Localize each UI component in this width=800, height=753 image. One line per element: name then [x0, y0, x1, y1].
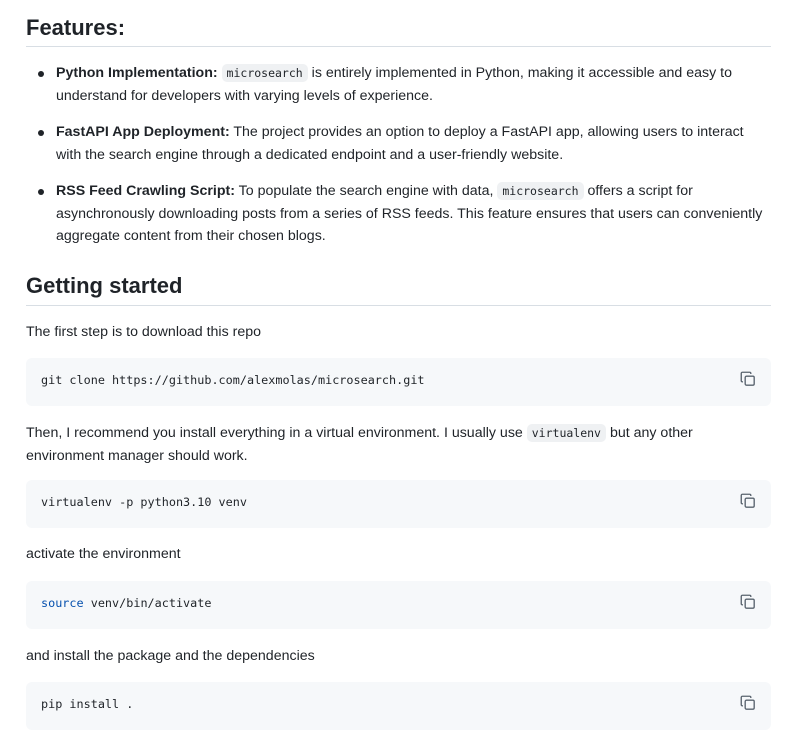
features-heading: Features:: [26, 13, 771, 47]
paragraph-text: but any other environment manager should work.: [26, 425, 693, 464]
install-paragraph: and install the package and the dependencies: [26, 648, 315, 664]
code-rest: venv/bin/activate: [83, 596, 212, 610]
code-block-activate: [26, 581, 771, 629]
features-list: [26, 62, 771, 262]
code-text: pip install .: [41, 697, 134, 711]
code-text: [41, 596, 211, 610]
paragraph-text: Then, I recommend you install everything in a virtual environment. I usually use: [26, 425, 527, 441]
copy-icon[interactable]: [739, 694, 757, 712]
feature-title: FastAPI App Deployment:: [56, 124, 230, 140]
code-keyword: source: [41, 596, 84, 610]
feature-title: Python Implementation:: [56, 65, 218, 81]
code-block-git-clone: [26, 358, 771, 406]
feature-text: To populate the search engine with data,: [234, 183, 498, 199]
copy-icon[interactable]: [739, 492, 757, 510]
copy-icon[interactable]: [739, 370, 757, 388]
getting-started-heading: Getting started: [26, 271, 771, 306]
code-text: virtualenv -p python3.10 venv: [41, 495, 247, 509]
feature-rss-crawling: [26, 180, 771, 248]
feature-text: offers a script for asynchronously downloading posts from a series of RSS feeds. This feature ensures that users can conveniently aggregate content from their chosen blogs.: [56, 183, 763, 244]
feature-python-implementation: [26, 62, 771, 107]
code-block-virtualenv: [26, 480, 771, 528]
copy-icon[interactable]: [739, 593, 757, 611]
activate-paragraph: activate the environment: [26, 546, 181, 562]
feature-text: The project provides an option to deploy a FastAPI app, allowing users to interact with the search engine through a dedicated endpoint and a user-friendly website.: [56, 124, 744, 163]
code-block-pip-install: [26, 682, 771, 730]
code-text: git clone https://github.com/alexmolas/microsearch.git: [41, 373, 425, 387]
virtualenv-paragraph: [26, 422, 771, 467]
feature-title: RSS Feed Crawling Script:: [56, 183, 235, 199]
feature-fastapi-deployment: [26, 121, 771, 166]
feature-text: is entirely implemented in Python, making it accessible and easy to understand for developers with varying levels of experience.: [56, 65, 732, 104]
inline-code-microsearch: microsearch: [222, 64, 308, 82]
inline-code-microsearch: microsearch: [497, 182, 583, 200]
inline-code-virtualenv: virtualenv: [527, 424, 606, 442]
download-paragraph: The first step is to download this repo: [26, 324, 262, 340]
